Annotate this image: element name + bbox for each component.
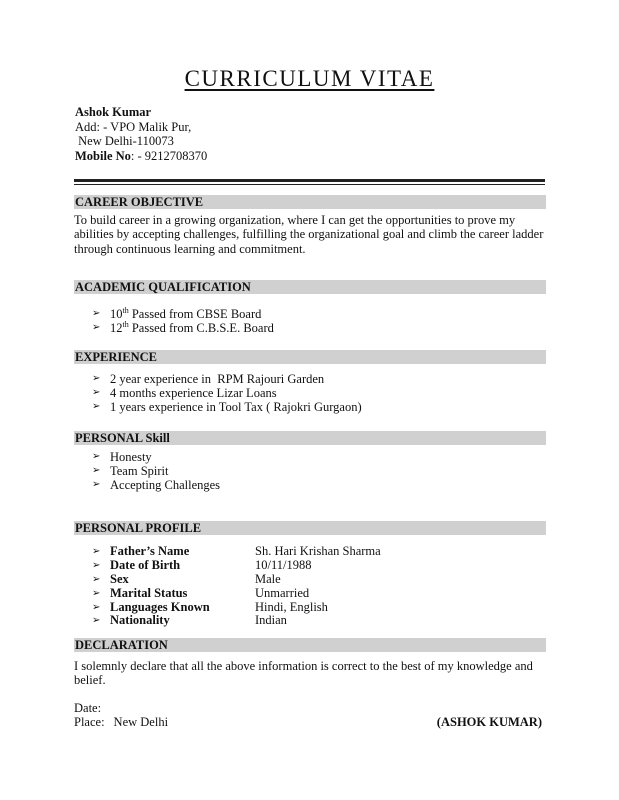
- section-heading-career-objective: CAREER OBJECTIVE: [74, 195, 546, 209]
- profile-value: Indian: [255, 613, 287, 628]
- place-label: Place:: [74, 715, 105, 729]
- arrow-bullet-icon: ➢: [92, 401, 101, 412]
- profile-value: Unmarried: [255, 585, 310, 600]
- mobile-line: [75, 149, 207, 164]
- arrow-bullet-icon: ➢: [92, 615, 101, 627]
- mobile-value: : - 9212708370: [130, 148, 208, 163]
- mobile-label: Mobile No: [75, 148, 131, 163]
- list-item: ➢ 2 year experience in RPM Rajouri Garden: [92, 372, 325, 386]
- arrow-bullet-icon: ➢: [92, 322, 101, 333]
- profile-label: Father’s Name: [110, 544, 190, 558]
- section-heading-skills: PERSONAL Skill: [74, 431, 546, 445]
- arrow-bullet-icon: ➢: [92, 373, 101, 384]
- signature: (ASHOK KUMAR): [436, 715, 542, 729]
- skills-list: [92, 450, 220, 492]
- arrow-bullet-icon: ➢: [92, 559, 101, 571]
- list-item: ➢ Team Spirit: [92, 464, 169, 478]
- arrow-bullet-icon: ➢: [92, 308, 101, 319]
- arrow-bullet-icon: ➢: [92, 451, 101, 462]
- address-line-1: Add: - VPO Malik Pur,: [75, 119, 192, 134]
- declaration-text: I solemnly declare that all the above information is correct to the best of my knowledge and belief.: [74, 659, 533, 688]
- arrow-bullet-icon: ➢: [92, 601, 101, 613]
- date-label: Date:: [74, 701, 102, 715]
- section-heading-academic: ACADEMIC QUALIFICATION: [74, 280, 546, 294]
- section-heading-experience: EXPERIENCE: [74, 350, 546, 364]
- list-item: ➢ 4 months experience Lizar Loans: [92, 386, 277, 400]
- place-value: New Delhi: [113, 715, 169, 729]
- profile-label: Nationality: [110, 613, 170, 628]
- profile-value: Hindi, English: [255, 599, 328, 614]
- profile-value: Male: [255, 571, 281, 586]
- divider-thick: [74, 179, 545, 182]
- section-heading-declaration: DECLARATION: [74, 638, 546, 652]
- profile-label: Languages Known: [110, 599, 210, 614]
- arrow-bullet-icon: ➢: [92, 546, 101, 557]
- experience-list: [92, 372, 362, 414]
- profile-label: Date of Birth: [110, 557, 181, 572]
- section-heading-profile: PERSONAL PROFILE: [74, 521, 546, 535]
- profile-label: Sex: [110, 571, 129, 586]
- career-objective-text: To build career in a growing organization, where I can get the opportunities to prove my abilities by accepting challenges, fulfilling the organizational goal and climb the career ladder through continuous learning and commitment.: [74, 213, 544, 256]
- academic-list: [92, 307, 274, 335]
- address-line-2: New Delhi-110073: [75, 134, 174, 148]
- divider-thin: [74, 184, 545, 185]
- arrow-bullet-icon: ➢: [92, 387, 101, 398]
- list-item: ➢ 12th Passed from C.B.S.E. Board: [92, 319, 274, 335]
- list-item: ➢ Accepting Challenges: [92, 478, 221, 492]
- place-line: [74, 715, 168, 729]
- arrow-bullet-icon: ➢: [92, 479, 101, 490]
- arrow-bullet-icon: ➢: [92, 587, 101, 599]
- candidate-name: Ashok Kumar: [75, 105, 152, 119]
- list-item: ➢ 10th Passed from CBSE Board: [92, 305, 262, 321]
- page-title: CURRICULUM VITAE: [184, 66, 435, 91]
- arrow-bullet-icon: ➢: [92, 465, 101, 476]
- list-item: ➢ 1 years experience in Tool Tax ( Rajokri Gurgaon): [92, 400, 362, 414]
- list-item: ➢ Honesty: [92, 450, 152, 464]
- profile-value: Sh. Hari Krishan Sharma: [255, 544, 381, 558]
- arrow-bullet-icon: ➢: [92, 573, 101, 585]
- contact-block: [75, 105, 207, 163]
- profile-label: Marital Status: [110, 585, 188, 600]
- profile-value: 10/11/1988: [255, 557, 312, 572]
